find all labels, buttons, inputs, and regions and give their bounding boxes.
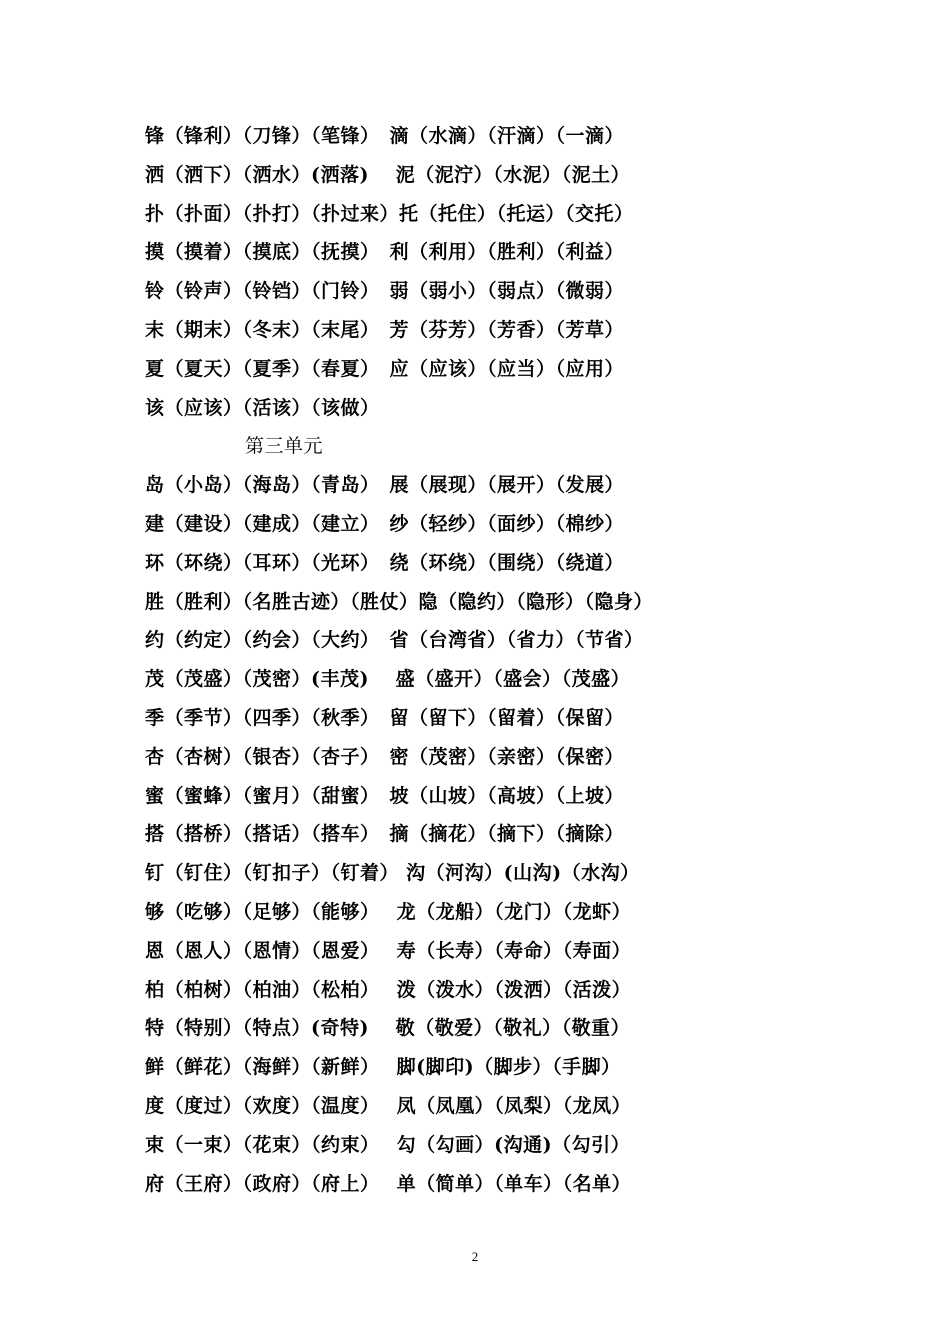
word-line: 束（一束）（花束）（约束） 勾（勾画）(沟通)（勾引） bbox=[145, 1133, 631, 1156]
word-line: 够（吃够）（足够）（能够） 龙（龙船）（龙门）（龙虾） bbox=[145, 900, 632, 923]
word-line: 胜（胜利）（名胜古迹）（胜仗）隐（隐约）（隐形）（隐身） bbox=[145, 590, 654, 613]
word-line: 鲜（鲜花）（海鲜）（新鲜） 脚(脚印)（脚步）（手脚） bbox=[145, 1056, 621, 1079]
word-line: 洒（洒下）（洒水）(洒落) 泥（泥泞）（水泥）（泥土） bbox=[145, 163, 631, 186]
word-line: 柏（柏树）（柏油）（松柏） 泼（泼水）（泼洒）（活泼） bbox=[145, 978, 632, 1001]
word-line: 末（期末）（冬末）（末尾） 芳（芬芳）（芳香）（芳草） bbox=[145, 318, 625, 341]
section-heading: 第三单元 bbox=[245, 435, 324, 458]
word-line: 约（约定）（约会）（大约） 省（台湾省）（省力）（节省） bbox=[145, 629, 644, 652]
word-line: 恩（恩人）（恩情）（恩爱） 寿（长寿）（寿命）（寿面） bbox=[145, 939, 632, 962]
word-line: 扑（扑面）（扑打）（扑过来）托（托住）（托运）（交托） bbox=[145, 202, 634, 225]
word-line: 环（环绕）（耳环）（光环） 绕（环绕）（围绕）（绕道） bbox=[145, 551, 625, 574]
word-line: 特（特别）（特点）(奇特) 敬（敬爱）（敬礼）（敬重） bbox=[145, 1017, 631, 1040]
word-line: 杏（杏树）（银杏）（杏子） 密（茂密）（亲密）（保密） bbox=[145, 745, 625, 768]
word-line: 该（应该）（活该）（该做） bbox=[145, 396, 380, 419]
word-line: 府（王府）（政府）（府上） 单（简单）（单车）（名单） bbox=[145, 1172, 632, 1195]
word-line: 锋（锋利）（刀锋）（笔锋） 滴（水滴）（汗滴）（一滴） bbox=[145, 125, 625, 147]
word-line: 摸（摸着）（摸底）（抚摸） 利（利用）（胜利）（利益） bbox=[145, 241, 625, 264]
word-line: 度（度过）（欢度）（温度） 凤（凤凰）（凤梨）（龙凤） bbox=[145, 1094, 632, 1117]
word-line: 搭（搭桥）（搭话）（搭车） 摘（摘花）（摘下）（摘除） bbox=[145, 823, 625, 846]
word-line: 岛（小岛）（海岛）（青岛） 展（展现）（展开）（发展） bbox=[145, 474, 625, 497]
word-line: 钉（钉住）（钉扣子）（钉着） 沟（河沟）(山沟)（水沟） bbox=[145, 862, 640, 885]
word-line: 铃（铃声）（铃铛）（门铃） 弱（弱小）（弱点）（微弱） bbox=[145, 280, 625, 303]
word-line: 季（季节）（四季）（秋季） 留（留下）（留着）（保留） bbox=[145, 706, 625, 729]
word-line: 蜜（蜜蜂）（蜜月）（甜蜜） 坡（山坡）（高坡）（上坡） bbox=[145, 784, 625, 807]
word-line: 建（建设）（建成）（建立） 纱（轻纱）（面纱）（棉纱） bbox=[145, 512, 625, 535]
word-list bbox=[145, 121, 865, 1207]
page-number: 2 bbox=[471, 1249, 479, 1264]
word-line: 夏（夏天）（夏季）（春夏） 应（应该）（应当）（应用） bbox=[145, 357, 625, 380]
word-line: 茂（茂盛）（茂密）(丰茂) 盛（盛开）（盛会）（茂盛） bbox=[145, 668, 631, 691]
